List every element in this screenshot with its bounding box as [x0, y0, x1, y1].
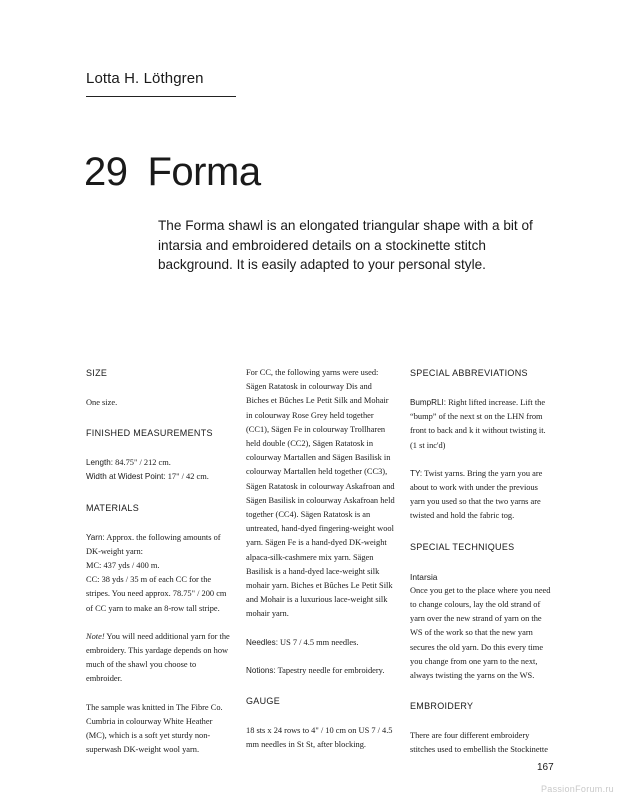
note-label: Note!	[86, 631, 105, 641]
needles-label: Needles:	[246, 637, 278, 647]
intarsia-subheading: Intarsia	[410, 571, 438, 582]
bumprli-definition	[410, 396, 554, 453]
needles-value: US 7 / 4.5 mm needles.	[277, 637, 359, 647]
site-watermark: PassionForum.ru	[540, 784, 614, 794]
gauge-text: 18 sts x 24 rows to 4" / 10 cm on US 7 / 4.5 mm needles in St St, after blocking.	[246, 726, 393, 750]
finished-heading: FINISHED MEASUREMENTS	[86, 428, 213, 439]
embroidery-heading: EMBROIDERY	[410, 701, 474, 712]
note-paragraph	[86, 630, 232, 687]
needles-line	[246, 636, 396, 650]
ty-definition	[410, 467, 554, 524]
yarn-text: Approx. the following amounts of DK-weight yarn:	[86, 532, 221, 556]
gauge-heading: GAUGE	[246, 696, 281, 707]
width-value: 17" / 42 cm.	[165, 472, 209, 482]
techniques-heading: SPECIAL TECHNIQUES	[410, 541, 515, 552]
ty-text: Twist yarns. Bring the yarn you are about to work with under the previous yarn you used so that the two yarns are twisted and hold the fabric tog.	[410, 468, 543, 521]
pattern-number: 29	[84, 150, 128, 194]
width-label: Width at Widest Point:	[86, 472, 166, 482]
pattern-name: Forma	[147, 150, 261, 194]
page-number: 167	[537, 762, 554, 773]
width-line	[86, 470, 232, 484]
author-block	[86, 70, 236, 97]
column-1	[86, 366, 232, 757]
length-value: 84.75" / 212 cm.	[113, 458, 171, 468]
author-divider	[86, 96, 236, 97]
mc-amount: MC: 437 yds / 400 m.	[86, 561, 160, 571]
pattern-title	[84, 150, 261, 195]
column-3	[410, 366, 554, 758]
notions-value: Tapestry needle for embroidery.	[275, 665, 385, 675]
size-heading: SIZE	[86, 368, 108, 378]
yarn-label: Yarn:	[86, 532, 105, 542]
column-2	[246, 366, 396, 752]
notions-line	[246, 664, 396, 678]
length-label: Length:	[86, 458, 114, 468]
author-name: Lotta H. Löthgren	[86, 70, 204, 87]
sample-paragraph: The sample was knitted in The Fibre Co. Cumbria in colourway White Heather (MC), which is a soft yet sturdy non-superwash DK-weight wool yarn.	[86, 702, 223, 755]
note-text: You will need additional yarn for the embroidery. This yardage depends on how much of the shawl you choose to embroider.	[86, 631, 230, 684]
intarsia-text: Once you get to the place where you need to change colours, lay the old strand of yarn over the new strand of yarn on the WS of the work so that the new yarn secures the old yarn. Do this every time you change from one yarn to the next, always twisting the yarns on the WS.	[410, 585, 551, 681]
notions-label: Notions:	[246, 665, 276, 675]
length-line	[86, 456, 232, 470]
size-text: One size.	[86, 398, 118, 407]
cc-yarns-paragraph: For CC, the following yarns were used: Sägen Ratatosk in colourway Dis and Biches et Bûches Le Petit Silk and Mohair in colourway Rose Grey held together (CC1), Sägen Fe in colourway Trollharen held double (CC2), Sägen Ratatosk in colourway Martallen and Sägen Basilisk in colourway Martallen held together (CC3), Sägen Ratatosk in colourway Askafroan and Sägen Basilisk in colourway Askafroan held together (CC4). Sägen Ratatosk is an untreated, hand-dyed fingering-weight wool yarn. Sägen Fe is a hand-dyed DK-weight alpaca-silk-cashmere mix yarn. Sägen Basilisk is a hand-dyed lace-weight silk mohair yarn. Biches et Bûches Le Petit Silk and Mohair is a luxurious lace-weight silk mohair yarn.	[246, 368, 395, 619]
abbreviations-heading: SPECIAL ABBREVIATIONS	[410, 368, 528, 378]
bumprli-text: Right lifted increase. Lift the “bump” of the next st on the LHN from front to back and k it without twisting it. (1 st inc'd)	[410, 398, 546, 450]
embroidery-text: There are four different embroidery stitches used to embellish the Stockinette	[410, 731, 548, 755]
yarn-line	[86, 531, 232, 559]
materials-heading: MATERIALS	[86, 502, 140, 513]
ty-label: TY:	[410, 468, 423, 478]
bumprli-label: BumpRLI:	[410, 398, 446, 407]
intro-paragraph: The Forma shawl is an elongated triangular shape with a bit of intarsia and embroidered details on a stockinette stitch background. It is easily adapted to your personal style.	[158, 218, 533, 272]
cc-amount: CC: 38 yds / 35 m of each CC for the stripes. You need approx. 78.75" / 200 cm of CC yarn to make an 8-row tall stripe.	[86, 575, 227, 613]
